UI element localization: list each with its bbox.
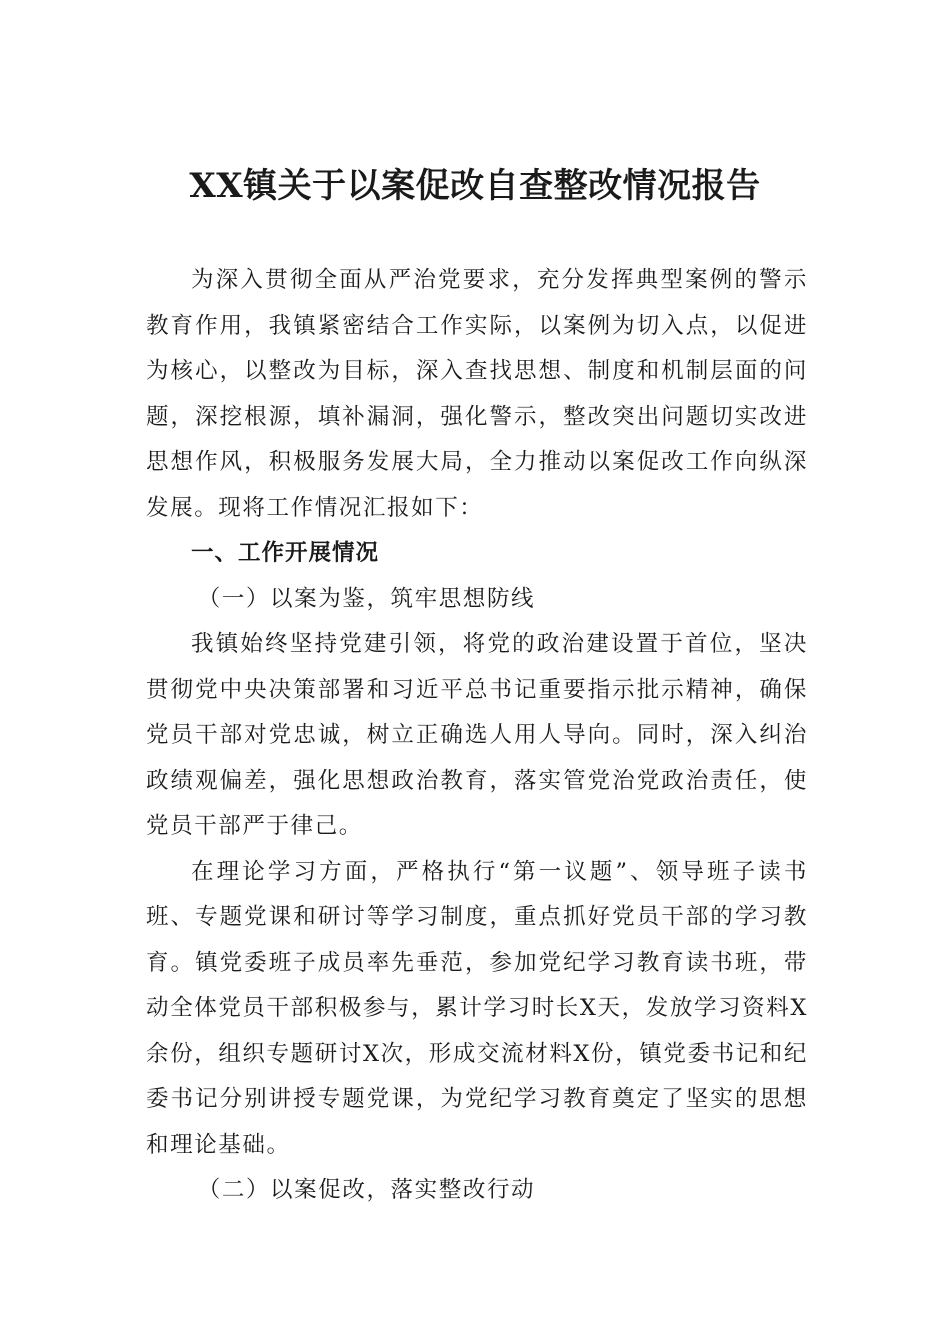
paragraph-party-building: 我镇始终坚持党建引领，将党的政治建设置于首位，坚决贯彻党中央决策部署和习近平总书记重要指示批示精神，确保党员干部对党忠诚，树立正确选人用人导向。同时，深入纠治政绩观偏差，强化思想政治教育，落实管党治党政治责任，使党员干部严于律己。 xyxy=(146,631,808,839)
subsection-heading-2: （二）以案促改，落实整改行动 xyxy=(197,1177,536,1203)
subsection-heading-1: （一）以案为鉴，筑牢思想防线 xyxy=(197,585,536,612)
section-heading-1: 一、工作开展情况 xyxy=(191,540,380,566)
document-title: XX镇关于以案促改自查整改情况报告 xyxy=(189,166,761,206)
paragraph-theory-study: 在理论学习方面，严格执行“第一议题”、领导班子读书班、专题党课和研讨等学习制度，重点抓好党员干部的学习教育。镇党委班子成员率先垂范，参加党纪学习教育读书班，带动全体党员干部积极参与，累计学习时长X天，发放学习资料X余份，组织专题研讨X次，形成交流材料X份，镇党委书记和纪委书记分别讲授专题党课，为党纪学习教育奠定了坚实的思想和理论基础。 xyxy=(146,858,808,1158)
document-body xyxy=(146,258,808,1214)
intro-paragraph: 为深入贯彻全面从严治党要求，充分发挥典型案例的警示教育作用，我镇紧密结合工作实际，以案例为切入点，以促进为核心，以整改为目标，深入查找思想、制度和机制层面的问题，深挖根源，填补漏洞，强化警示，整改突出问题切实改进思想作风，积极服务发展大局，全力推动以案促改工作向纵深发展。现将工作情况汇报如下： xyxy=(146,267,808,521)
